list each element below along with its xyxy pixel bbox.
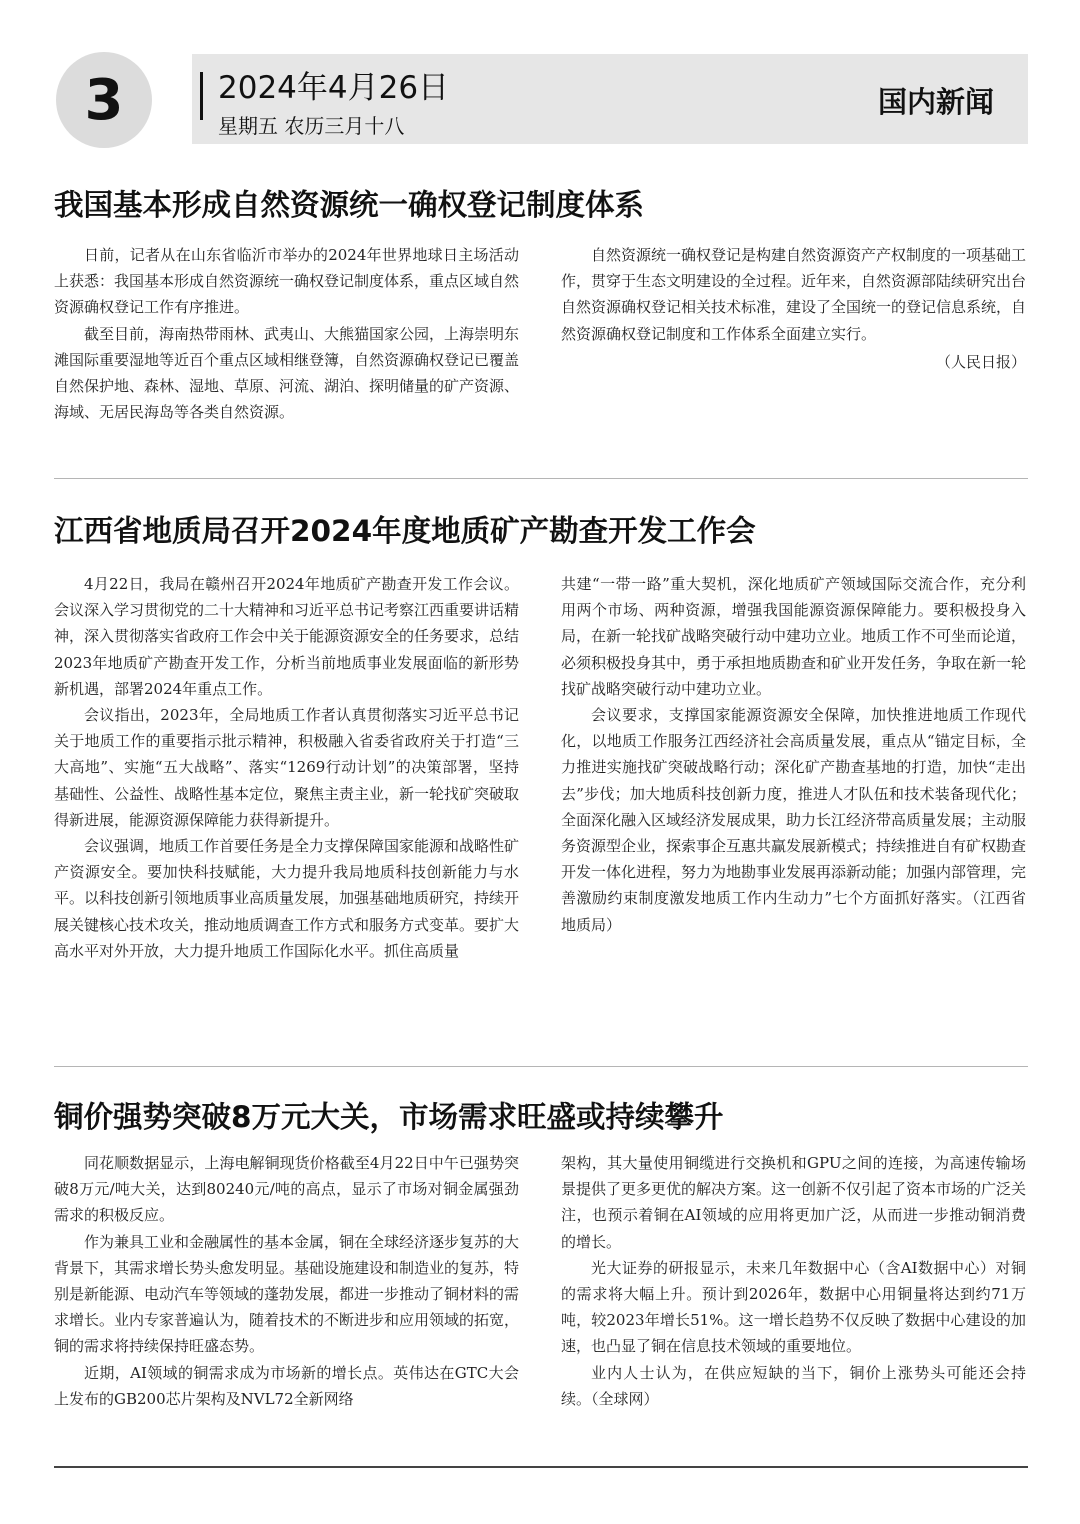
article-2-paragraph: 会议要求，支撑国家能源资源安全保障，加快推进地质工作现代化，以地质工作服务江西经济社会高质量发展，重点从“锚定目标，全力推进实施找矿突破战略行动；深化矿产勘查基地的打造，加快“走出去”步伐；加大地质科技创新力度，推进人才队伍和技术装备现代化；全面深化融入区域经济发展成果，助力长江经济带高质量发展；主动服务资源型企业，探索事企互惠共赢发展新模式；持续推进自有矿权勘查开发一体化进程，努力为地勘事业发展再添新动能；加强内部管理，完善激励约束制度激发地质工作内生动力”七个方面抓好落实。（江西省地质局） (561, 706, 1027, 934)
page-number: 3 (84, 67, 124, 133)
issue-date: 2024年4月26日 (218, 70, 450, 106)
article-2-paragraph: 4月22日，我局在赣州召开2024年地质矿产勘查开发工作会议。会议深入学习贯彻党的二十大精神和习近平总书记考察江西重要讲话精神，深入贯彻落实省政府工作会中关于能源资源安全的任务要求，总结2023年地质矿产勘查开发工作，分析当前地质事业发展面临的新形势新机遇，部署2024年重点工作。 (54, 575, 520, 698)
article-3-paragraph: 作为兼具工业和金融属性的基本金属，铜在全球经济逐步复苏的大背景下，其需求增长势头愈发明显。基础设施建设和制造业的复苏，特别是新能源、电动汽车等领域的蓬勃发展，都进一步推动了铜材料的需求增长。业内专家普遍认为，随着技术的不断进步和应用领域的拓宽，铜的需求将持续保持旺盛态势。 (54, 1232, 520, 1356)
article-2-paragraph: 会议指出，2023年，全局地质工作者认真贯彻落实习近平总书记关于地质工作的重要指示批示精神，积极融入省委省政府关于打造“三大高地”、实施“五大战略”、落实“1269行动计划”的决策部署，坚持基础性、公益性、战略性基本定位，聚焦主责主业，新一轮找矿突破取得新进展，能源资源保障能力获得新提升。 (54, 706, 520, 829)
page-bottom-rule (54, 1466, 1028, 1468)
article-3-right-column (561, 1150, 1026, 1412)
article-2-left-column (54, 571, 519, 964)
article-1-paragraph: 截至目前，海南热带雨林、武夷山、大熊猫国家公园，上海崇明东滩国际重要湿地等近百个重点区域相继登簿，自然资源确权登记已覆盖自然保护地、森林、湿地、草原、河流、湖泊、探明储量的矿产资源、海域、无居民海岛等各类自然资源。 (54, 324, 520, 422)
article-3-paragraph: 近期，AI领域的铜需求成为市场新的增长点。英伟达在GTC大会上发布的GB200芯片架构及NVL72全新网络 (54, 1363, 519, 1408)
article-divider (54, 478, 1028, 479)
article-3-left-column (54, 1150, 519, 1412)
masthead-bar (192, 54, 1028, 144)
section-title: 国内新闻 (877, 85, 994, 119)
article-1-left-column (54, 242, 519, 425)
article-3-paragraph: 同花顺数据显示，上海电解铜现货价格截至4月22日中午已强势突破8万元/吨大关，达到80240元/吨的高点，显示了市场对铜金属强劲需求的积极反应。 (54, 1154, 519, 1225)
article-2-title: 江西省地质局召开2024年度地质矿产勘查开发工作会 (54, 514, 756, 548)
article-divider (54, 1066, 1028, 1067)
masthead-divider (200, 72, 203, 120)
article-3-title: 铜价强势突破8万元大关，市场需求旺盛或持续攀升 (54, 1100, 724, 1134)
page-number-badge (56, 52, 152, 148)
article-1-source: （人民日报） (935, 352, 1026, 371)
article-1-paragraph: 日前，记者从在山东省临沂市举办的2024年世界地球日主场活动上获悉：我国基本形成自然资源统一确权登记制度体系，重点区域自然资源确权登记工作有序推进。 (54, 246, 520, 317)
article-3-paragraph: 光大证券的研报显示，未来几年数据中心（含AI数据中心）对铜的需求将大幅上升。预计到2026年，数据中心用铜量将达到约71万吨，较2023年增长51%。这一增长趋势不仅反映了数据中心建设的加速，也凸显了铜在信息技术领域的重要地位。 (561, 1258, 1026, 1356)
article-1-right-column (561, 242, 1026, 375)
issue-weekday-lunar: 星期五 农历三月十八 (218, 114, 405, 138)
article-3-paragraph: 业内人士认为，在供应短缺的当下，铜价上涨势头可能还会持续。（全球网） (561, 1363, 1026, 1408)
article-2-paragraph-continued: 共建“一带一路”重大契机，深化地质矿产领域国际交流合作，充分利用两个市场、两种资源，增强我国能源资源保障能力。要积极投身入局，在新一轮找矿战略突破行动中建功立业。地质工作不可坐而论道，必须积极投身其中，勇于承担地质勘查和矿业开发任务，争取在新一轮找矿战略突破行动中建功立业。 (561, 575, 1027, 698)
article-1-title: 我国基本形成自然资源统一确权登记制度体系 (54, 188, 645, 222)
article-1-paragraph: 自然资源统一确权登记是构建自然资源资产产权制度的一项基础工作，贯穿于生态文明建设的全过程。近年来，自然资源部陆续研究出台自然资源确权登记相关技术标准，建设了全国统一的登记信息系统，自然资源确权登记制度和工作体系全面建立实行。 (561, 246, 1027, 343)
article-2-paragraph: 会议强调，地质工作首要任务是全力支撑保障国家能源和战略性矿产资源安全。要加快科技赋能，大力提升我局地质科技创新能力与水平。以科技创新引领地质事业高质量发展，加强基础地质研究，持续开展关键核心技术攻关，推动地质调查工作方式和服务方式变革。要扩大高水平对外开放，大力提升地质工作国际化水平。抓住高质量 (54, 837, 520, 960)
article-2-right-column (561, 571, 1026, 938)
article-3-paragraph-continued: 架构，其大量使用铜缆进行交换机和GPU之间的连接，为高速传输场景提供了更多更优的解决方案。这一创新不仅引起了资本市场的广泛关注，也预示着铜在AI领域的应用将更加广泛，从而进一步推动铜消费的增长。 (561, 1154, 1027, 1251)
